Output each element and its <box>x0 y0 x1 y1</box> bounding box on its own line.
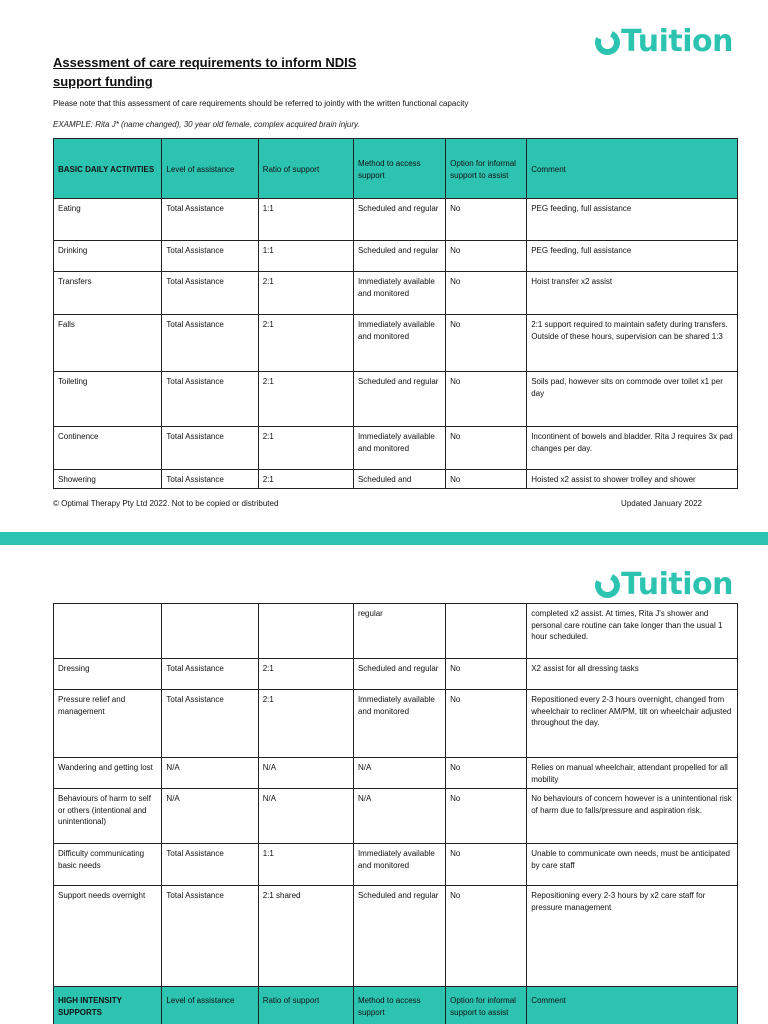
table-cell: 2:1 <box>258 427 353 470</box>
table-cell: Showering <box>54 470 162 489</box>
table-cell: No <box>446 844 527 886</box>
table-cell: Total Assistance <box>162 470 258 489</box>
logo-mark-icon <box>592 569 624 601</box>
table-cell: Unable to communicate own needs, must be anticipated by care staff <box>527 844 738 886</box>
table-row <box>54 844 738 886</box>
table-row <box>54 886 738 987</box>
table-row <box>54 789 738 844</box>
table-cell: regular <box>353 604 445 659</box>
table-cell: N/A <box>353 758 445 789</box>
table-cell: No <box>446 690 527 758</box>
table-cell: 2:1 <box>258 470 353 489</box>
table-cell: No <box>446 758 527 789</box>
table-cell: 2:1 <box>258 315 353 372</box>
header-cell: Level of assistance <box>162 987 258 1024</box>
table-cell: Repositioned every 2-3 hours overnight, changed from wheelchair to recliner AM/PM, tilt on wheelchair adjusted throughout the day. <box>527 690 738 758</box>
logo-text: Tuition <box>621 24 733 59</box>
table-cell: Hoist transfer x2 assist <box>527 272 738 315</box>
table-row <box>54 199 738 241</box>
tuition-logo <box>595 24 733 59</box>
header-cell: Ratio of support <box>258 139 353 199</box>
table-cell: Immediately available and monitored <box>353 315 445 372</box>
table-cell: Relies on manual wheelchair, attendant propelled for all mobility <box>527 758 738 789</box>
care-requirements-table-continued <box>53 603 738 1024</box>
tuition-logo <box>595 567 733 602</box>
table-cell: Wandering and getting lost <box>54 758 162 789</box>
footer-updated: Updated January 2022 <box>621 499 702 508</box>
header-cell: BASIC DAILY ACTIVITIES <box>54 139 162 199</box>
table-cell: Scheduled and regular <box>353 886 445 987</box>
header-cell: Option for informal support to assist <box>446 987 527 1024</box>
table-cell: Total Assistance <box>162 844 258 886</box>
header-cell: Method to access support <box>353 139 445 199</box>
table-cell: Total Assistance <box>162 372 258 427</box>
table-cell: 1:1 <box>258 241 353 272</box>
table-cell: PEG feeding, full assistance <box>527 241 738 272</box>
table-cell: No <box>446 199 527 241</box>
table-row <box>54 372 738 427</box>
table-cell: No behaviours of concern however is a unintentional risk of harm due to falls/pressure and aspiration risk. <box>527 789 738 844</box>
table-cell: N/A <box>162 758 258 789</box>
table-cell: X2 assist for all dressing tasks <box>527 659 738 690</box>
table-cell: No <box>446 241 527 272</box>
table-cell: N/A <box>162 789 258 844</box>
document-page-2 <box>0 545 768 1024</box>
header-cell: Comment <box>527 987 738 1024</box>
table-cell: Total Assistance <box>162 315 258 372</box>
table-cell: Transfers <box>54 272 162 315</box>
table-cell: No <box>446 272 527 315</box>
table-cell: Continence <box>54 427 162 470</box>
table-cell: No <box>446 789 527 844</box>
table-cell: Hoisted x2 assist to shower trolley and shower <box>527 470 738 489</box>
header-cell: HIGH INTENSITY SUPPORTS <box>54 987 162 1024</box>
table-cell: No <box>446 886 527 987</box>
table-row <box>54 470 738 489</box>
table-cell: 2:1 shared <box>258 886 353 987</box>
table-cell: Total Assistance <box>162 272 258 315</box>
table-cell: 2:1 <box>258 372 353 427</box>
table-cell: Dressing <box>54 659 162 690</box>
care-requirements-table <box>53 138 738 489</box>
table-cell: 2:1 support required to maintain safety during transfers. Outside of these hours, supervision can be shared 1:3 <box>527 315 738 372</box>
table-cell: Falls <box>54 315 162 372</box>
table-cell: N/A <box>258 758 353 789</box>
header-cell: Level of assistance <box>162 139 258 199</box>
table-cell: No <box>446 315 527 372</box>
table-cell: Total Assistance <box>162 199 258 241</box>
table-cell: Immediately available and monitored <box>353 272 445 315</box>
header-cell: Ratio of support <box>258 987 353 1024</box>
document-example: EXAMPLE: Rita J* (name changed), 30 year old female, complex acquired brain injury. <box>53 120 360 129</box>
table-row <box>54 427 738 470</box>
table-cell: Immediately available and monitored <box>353 844 445 886</box>
table-cell: Scheduled and regular <box>353 372 445 427</box>
table-cell: Immediately available and monitored <box>353 690 445 758</box>
table-cell: Pressure relief and management <box>54 690 162 758</box>
table-cell: PEG feeding, full assistance <box>527 199 738 241</box>
table-cell: No <box>446 372 527 427</box>
table-cell: Total Assistance <box>162 690 258 758</box>
table-cell: Drinking <box>54 241 162 272</box>
document-title: Assessment of care requirements to inform NDIS support funding <box>53 55 357 89</box>
table-cell: Scheduled and <box>353 470 445 489</box>
table-cell: No <box>446 427 527 470</box>
table-cell: No <box>446 470 527 489</box>
logo-text: Tuition <box>621 567 733 602</box>
table-row <box>54 241 738 272</box>
table-cell: 1:1 <box>258 844 353 886</box>
footer-copyright: © Optimal Therapy Pty Ltd 2022. Not to be copied or distributed <box>53 499 279 508</box>
table-cell: 2:1 <box>258 690 353 758</box>
table-cell: 2:1 <box>258 659 353 690</box>
table-cell: Support needs overnight <box>54 886 162 987</box>
table-cell: N/A <box>258 789 353 844</box>
logo-mark-icon <box>592 26 624 58</box>
table-cell: Total Assistance <box>162 659 258 690</box>
table-cell: Scheduled and regular <box>353 241 445 272</box>
table-cell: Immediately available and monitored <box>353 427 445 470</box>
table-cell: Scheduled and regular <box>353 199 445 241</box>
table-cell: completed x2 assist. At times, Rita J's shower and personal care routine can take longer than the usual 1 hour scheduled. <box>527 604 738 659</box>
table-row <box>54 604 738 659</box>
table-row <box>54 315 738 372</box>
header-cell: Option for informal support to assist <box>446 139 527 199</box>
page-divider <box>0 532 768 545</box>
table-cell: Eating <box>54 199 162 241</box>
table-header-row <box>54 139 738 199</box>
table-cell: Repositioning every 2-3 hours by x2 care staff for pressure management <box>527 886 738 987</box>
table-cell: 1:1 <box>258 199 353 241</box>
document-note: Please note that this assessment of care requirements should be referred to jointly with the written functional capacity <box>53 99 469 108</box>
table-row <box>54 758 738 789</box>
table-cell <box>258 604 353 659</box>
table-cell: Behaviours of harm to self or others (intentional and unintentional) <box>54 789 162 844</box>
table-cell: Scheduled and regular <box>353 659 445 690</box>
table-row <box>54 659 738 690</box>
table-cell: Incontinent of bowels and bladder. Rita J requires 3x pad changes per day. <box>527 427 738 470</box>
table-cell <box>54 604 162 659</box>
table-cell: No <box>446 659 527 690</box>
table-cell: Total Assistance <box>162 241 258 272</box>
table-cell <box>446 604 527 659</box>
header-cell: Comment <box>527 139 738 199</box>
header-cell: Method to access support <box>353 987 445 1024</box>
table-cell: Total Assistance <box>162 886 258 987</box>
table-cell: 2:1 <box>258 272 353 315</box>
table-cell: Toileting <box>54 372 162 427</box>
table-cell <box>162 604 258 659</box>
table-cell: Difficulty communicating basic needs <box>54 844 162 886</box>
table-cell: N/A <box>353 789 445 844</box>
table-row <box>54 690 738 758</box>
table-cell: Total Assistance <box>162 427 258 470</box>
table-cell: Soils pad, however sits on commode over toilet x1 per day <box>527 372 738 427</box>
table-header-row-high-intensity <box>54 987 738 1024</box>
table-row <box>54 272 738 315</box>
